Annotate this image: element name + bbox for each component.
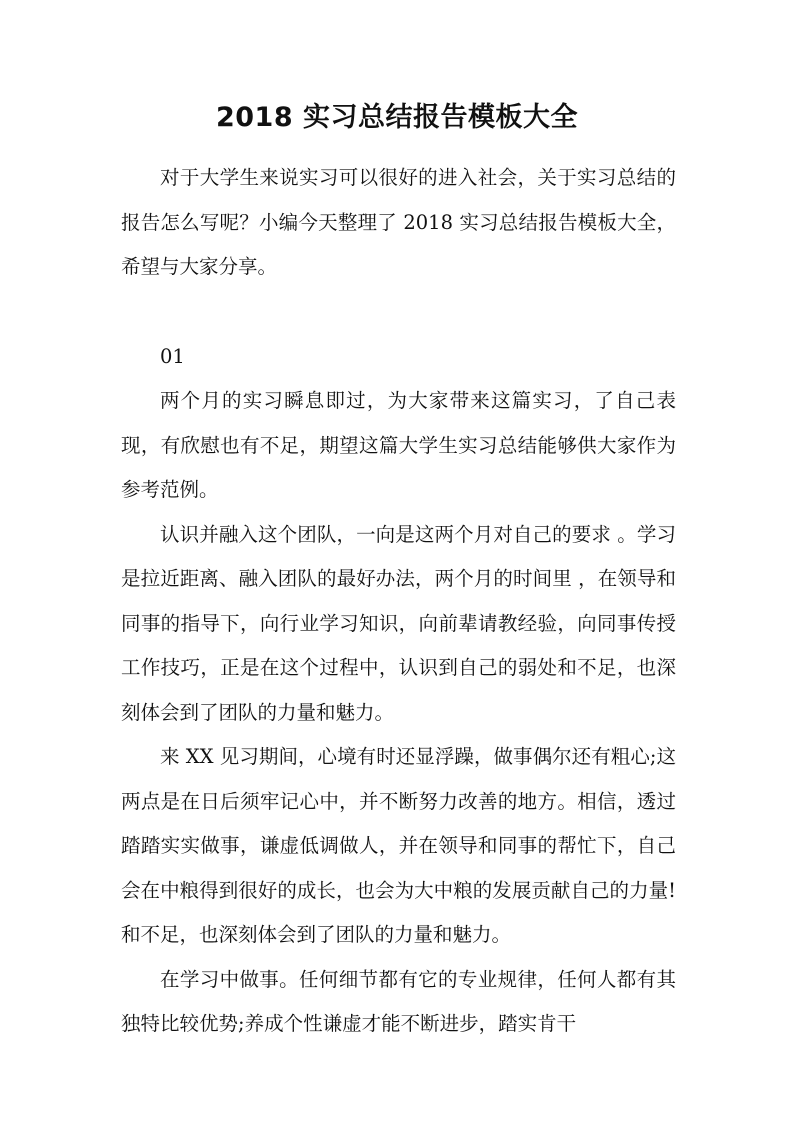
document-title: 2018 实习总结报告模板大全 [215, 102, 579, 133]
body-paragraph-3: 来 XX 见习期间，心境有时还显浮躁，做事偶尔还有粗心;这两点是在日后须牢记心中，并不断努力改善的地方。相信，透过踏踏实实做事，谦虚低调做人，并在领导和同事的帮忙下，自己会在中粮得到很好的成长，也会为大中粮的发展贡献自己的力量!和不足，也深刻体会到了团队的力量和魅力。 [121, 745, 676, 946]
body-paragraph-1: 两个月的实习瞬息即过，为大家带来这篇实习，了自己表现，有欣慰也有不足，期望这篇大学生实习总结能够供大家作为参考范例。 [121, 389, 676, 501]
body-paragraph-2: 认识并融入这个团队，一向是这两个月对自己的要求 。学习是拉近距离、融入团队的最好办法，两个月的时间里 ，在领导和同事的指导下，向行业学习知识，向前辈请教经验，向同事传授工作技巧，正是在这个过程中，认识到自己的弱处和不足，也深刻体会到了团队的力量和魅力。 [121, 522, 676, 724]
body-paragraph-4: 在学习中做事。任何细节都有它的专业规律，任何人都有其独特比较优势;养成个性谦虚才能不断进步，踏实肯干 [121, 967, 676, 1035]
intro-paragraph: 对于大学生来说实习可以很好的进入社会，关于实习总结的报告怎么写呢？小编今天整理了 2018 实习总结报告模板大全，希望与大家分享。 [121, 166, 676, 278]
section-number: 01 [160, 344, 185, 368]
document-body [121, 156, 676, 1047]
paragraph-spacer [121, 290, 676, 335]
